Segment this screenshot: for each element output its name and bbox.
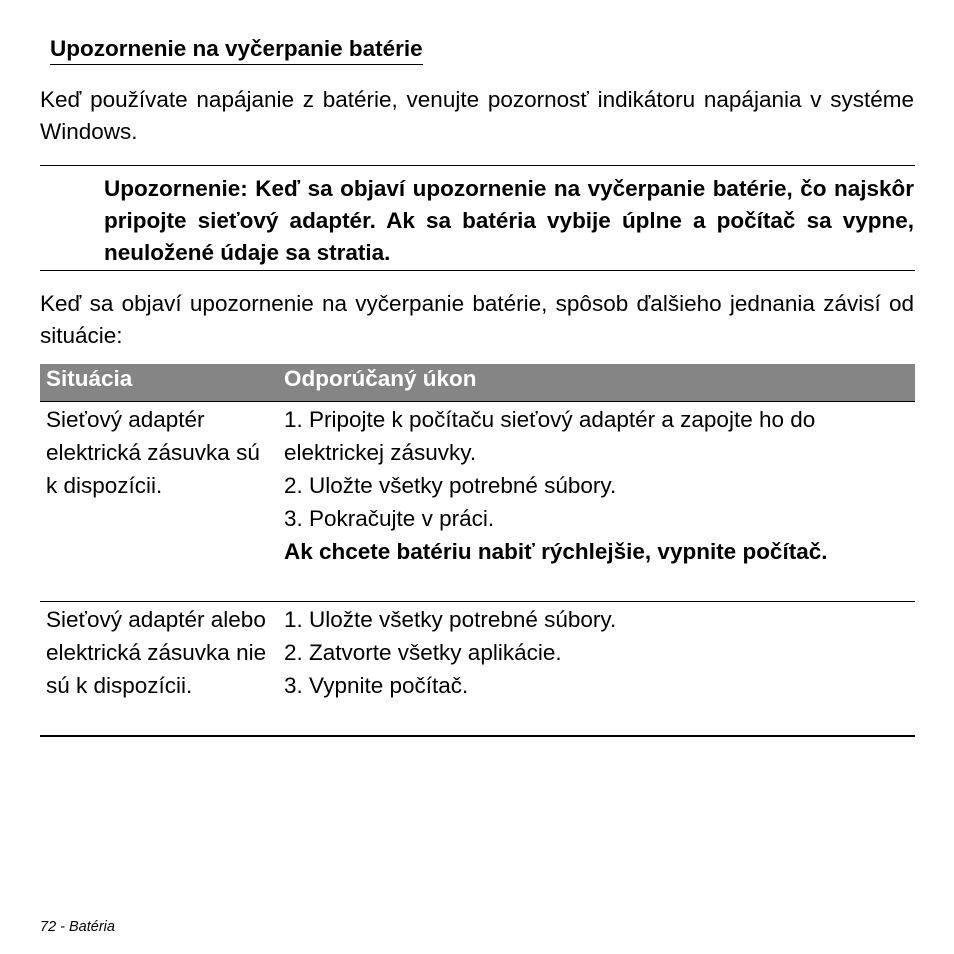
page-footer: 72 - Batéria [40, 919, 115, 935]
situation-cell: Sieťový adaptér elektrická zásuvka sú k dispozícii. [46, 407, 260, 498]
action-note: Ak chcete batériu nabiť rýchlejšie, vypnite počítač. [284, 539, 828, 564]
action-step: 1. Uložte všetky potrebné súbory. [284, 607, 617, 632]
header-action: Odporúčaný úkon [284, 366, 477, 391]
table-row [40, 402, 915, 602]
situation-cell: Sieťový adaptér alebo elektrická zásuvka nie sú k dispozícii. [46, 607, 267, 698]
action-step: 2. Zatvorte všetky aplikácie. [284, 640, 562, 665]
intro-paragraph: Keď používate napájanie z batérie, venujte pozornosť indikátoru napájania v systéme Windows. [40, 87, 914, 144]
action-cell [284, 603, 912, 702]
action-step: 3. Vypnite počítač. [284, 673, 469, 698]
warning-box [40, 165, 915, 271]
action-step: 1. Pripojte k počítaču sieťový adaptér a zapojte ho do elektrickej zásuvky. [284, 407, 816, 465]
header-situation: Situácia [46, 366, 133, 391]
action-cell [284, 403, 912, 568]
situation-paragraph: Keď sa objaví upozornenie na vyčerpanie batérie, spôsob ďalšieho jednania závisí od situácie: [40, 291, 914, 348]
warning-text: Upozornenie: Keď sa objaví upozornenie na vyčerpanie batérie, čo najskôr pripojte sieťový adaptér. Ak sa batéria vybije úplne a počítač sa vypne, neuložené údaje sa stratia. [104, 176, 914, 265]
section-heading: Upozornenie na vyčerpanie batérie [50, 34, 423, 65]
action-step: 2. Uložte všetky potrebné súbory. [284, 473, 617, 498]
table-row [40, 602, 915, 737]
action-table [40, 364, 915, 737]
action-step: 3. Pokračujte v práci. [284, 506, 495, 531]
table-header [40, 364, 915, 402]
